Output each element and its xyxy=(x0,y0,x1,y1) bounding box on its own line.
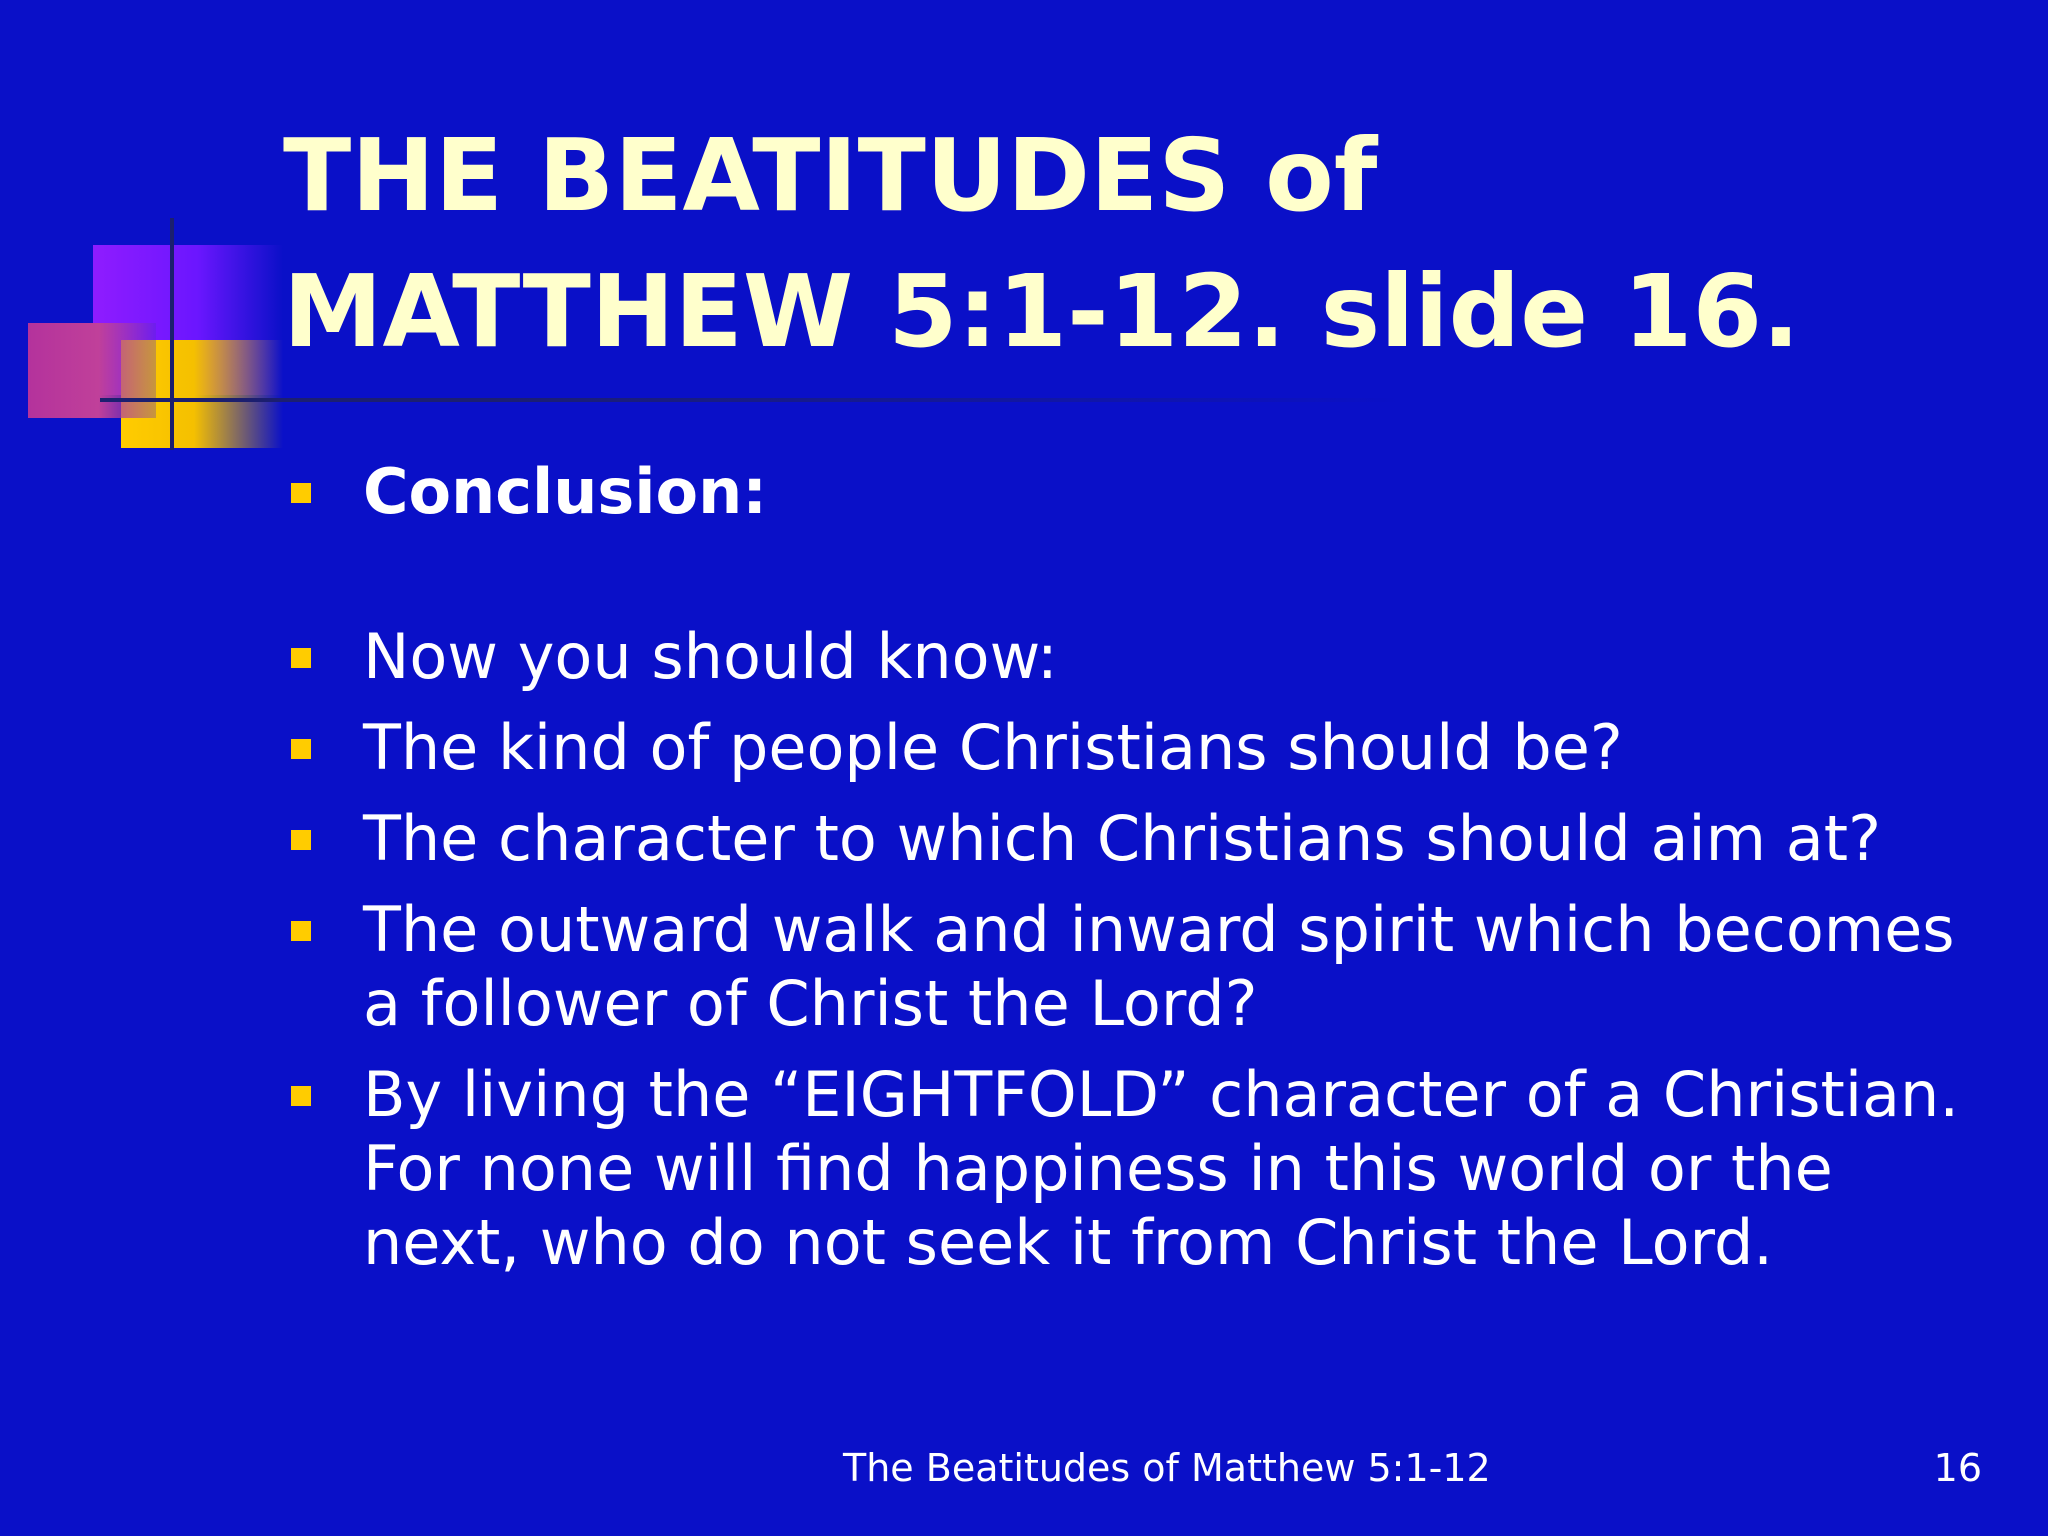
slide-title-line-1: THE BEATITUDES of xyxy=(283,117,1378,234)
bullet-text: Now you should know: xyxy=(363,620,1058,693)
bullet-item xyxy=(283,620,1983,694)
bullet-list xyxy=(283,455,1983,1297)
bullet-text: The outward walk and inward spirit which becomes a follower of Christ the Lord? xyxy=(363,893,1955,1040)
square-bullet-icon xyxy=(291,648,311,668)
bullet-item xyxy=(283,893,1983,1041)
square-bullet-icon xyxy=(291,739,311,759)
bullet-text: By living the “EIGHTFOLD” character of a Christian. For none will find happiness in this world or the next, who do not seek it from Christ the Lord. xyxy=(363,1058,1960,1279)
bullet-text: The character to which Christians should aim at? xyxy=(363,802,1881,875)
square-bullet-icon xyxy=(291,830,311,850)
slide-number: 16 xyxy=(1933,1446,1982,1490)
slide-title xyxy=(283,108,1983,380)
decorative-vertical-line xyxy=(170,218,174,450)
bullet-item xyxy=(283,711,1983,785)
bullet-text: The kind of people Christians should be? xyxy=(363,711,1623,784)
bullet-item xyxy=(283,802,1983,876)
square-bullet-icon xyxy=(291,483,311,503)
square-bullet-icon xyxy=(291,921,311,941)
bullet-item-conclusion xyxy=(283,455,1983,529)
decorative-magenta-square xyxy=(28,323,156,418)
title-divider-line xyxy=(100,398,1400,402)
bullet-item xyxy=(283,1058,1983,1280)
footer-title: The Beatitudes of Matthew 5:1-12 xyxy=(843,1446,1491,1490)
bullet-text: Conclusion: xyxy=(363,455,768,528)
square-bullet-icon xyxy=(291,1086,311,1106)
slide-title-line-2: MATTHEW 5:1-12. slide 16. xyxy=(283,253,1801,370)
